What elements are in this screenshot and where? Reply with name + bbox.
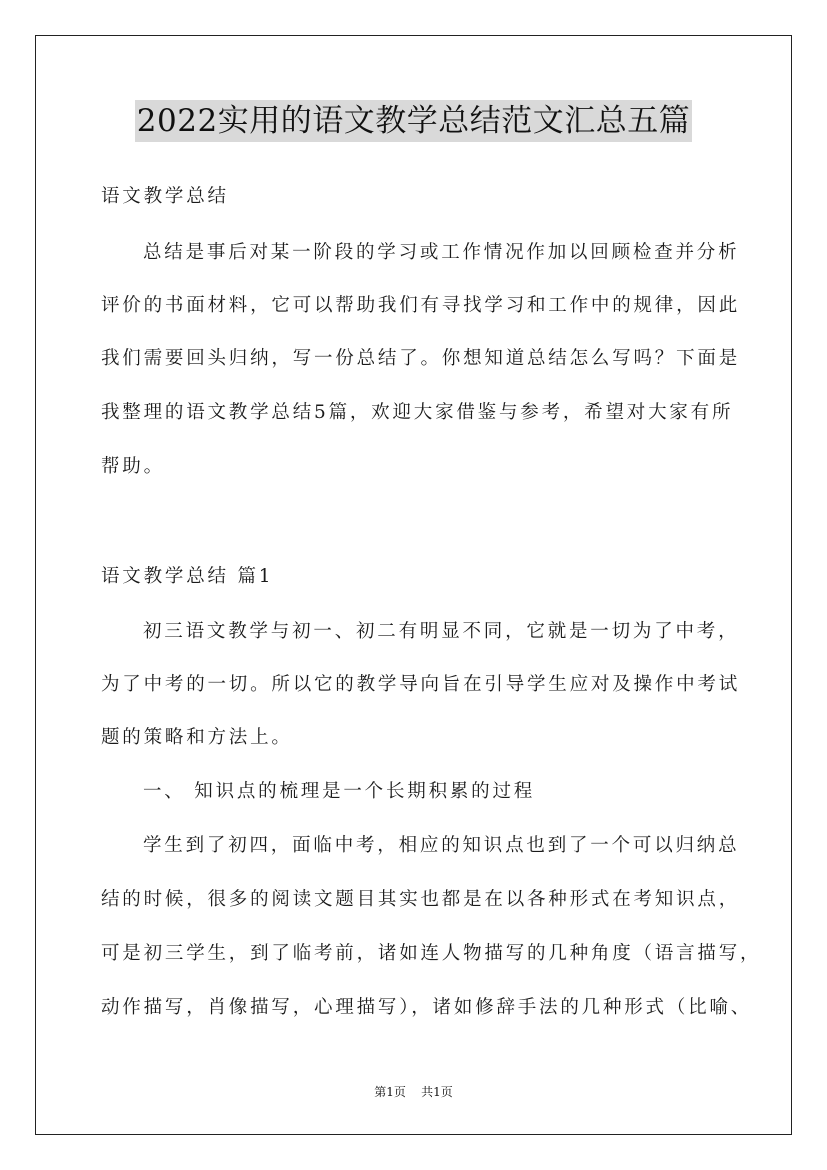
document-title: 2022实用的语文教学总结范文汇总五篇 xyxy=(135,100,692,142)
intro-line: 总结是事后对某一阶段的学习或工作情况作加以回顾检查并分析 xyxy=(143,242,740,263)
part1-line: 题的策略和方法上。 xyxy=(101,727,293,748)
section1-line: 学生到了初四，面临中考，相应的知识点也到了一个可以归纳总 xyxy=(143,835,740,856)
intro-line: 我们需要回头归纳，写一份总结了。你想知道总结怎么写吗？下面是 xyxy=(101,348,741,369)
section1-heading: 一、 知识点的梳理是一个长期积累的过程 xyxy=(143,781,536,802)
section1-line: 可是初三学生，到了临考前，诸如连人物描写的几种角度（语言描写， xyxy=(101,943,762,964)
page-number: 第1页 xyxy=(374,1085,406,1099)
heading-part1: 语文教学总结 篇1 xyxy=(101,566,274,587)
page-footer xyxy=(0,1083,827,1100)
section1-line: 结的时候，很多的阅读文题目其实也都是在以各种形式在考知识点， xyxy=(101,889,741,910)
intro-line: 帮助。 xyxy=(101,456,165,477)
title-container xyxy=(0,100,827,142)
part1-line: 为了中考的一切。所以它的教学导向旨在引导学生应对及操作中考试 xyxy=(101,674,741,695)
section1-line: 动作描写，肖像描写，心理描写），诸如修辞手法的几种形式（比喻、 xyxy=(101,997,753,1018)
page-total: 共1页 xyxy=(421,1085,453,1099)
heading-intro: 语文教学总结 xyxy=(101,186,229,207)
intro-line: 我整理的语文教学总结5篇，欢迎大家借鉴与参考，希望对大家有所 xyxy=(101,402,734,423)
part1-line: 初三语文教学与初一、初二有明显不同，它就是一切为了中考， xyxy=(143,621,740,642)
intro-line: 评价的书面材料，它可以帮助我们有寻找学习和工作中的规律，因此 xyxy=(101,295,741,316)
